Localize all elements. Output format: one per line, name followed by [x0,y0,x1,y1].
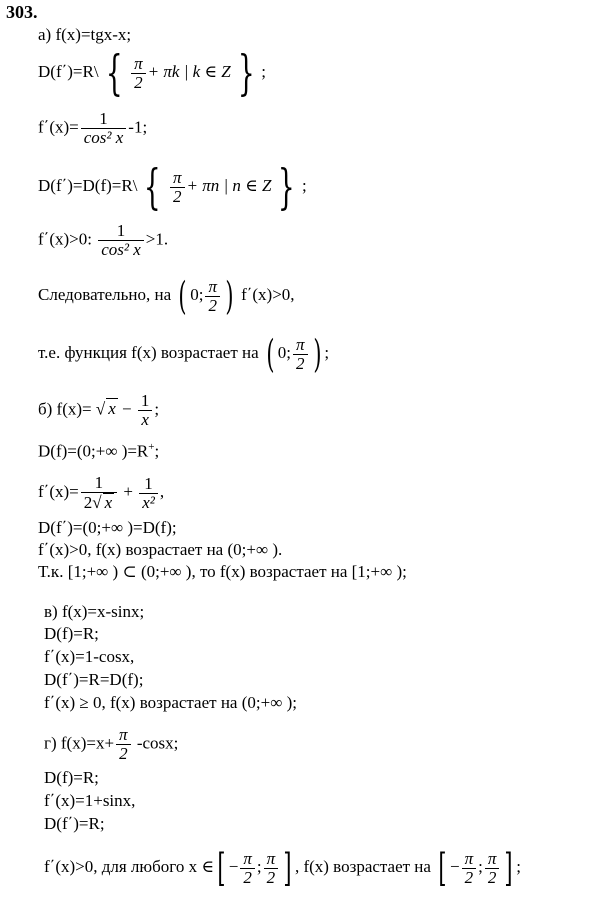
bracket-right: ] [283,846,292,890]
brace-left: { [144,159,162,215]
fraction [81,474,117,512]
text: − [228,856,239,876]
part-b-domain-line [38,437,159,462]
part-c-line-4: D(f΄)=R=D(f); [44,670,144,689]
part-c-line-2: D(f)=R; [44,624,99,643]
text: ; [516,856,521,876]
denominator: x [141,410,149,429]
text: f΄(x)>0, [241,284,295,304]
fraction [264,850,279,887]
part-b-function-line: б) f(x)= √ x − $\frac{1}{x}$ ; [38,391,160,429]
sqrt-radicand: x [104,493,113,512]
part-b-derivative-line [38,474,164,512]
part-c-line-5: f΄(x) ≥ 0, f(x) возрастает на (0;+∞ ); [44,693,297,712]
denominator: 2 [487,867,497,887]
text: ; [302,175,307,195]
text: f΄(x)= [38,117,79,137]
text: , [159,481,165,501]
denominator: 2 [266,867,276,887]
text: D(f΄)=R\ [38,61,99,81]
fraction [485,850,500,887]
text: ; [261,61,266,81]
text: + πk | k ∈ Z [147,61,231,81]
denominator: 2 [172,186,182,206]
part-c-line-1: в) f(x)=x-sinx; [44,602,145,621]
denominator: 2√ x [83,493,113,512]
text: f΄(x)>0, для любого x ∈ [44,856,214,876]
denominator: cos² x [101,240,141,259]
text: + [123,481,133,501]
superscript: + [148,441,155,453]
brace-right: } [278,159,296,215]
brace-left: { [105,45,123,101]
text: ; [154,441,160,461]
text: т.е. функция f(x) возрастает на [38,342,259,362]
numerator: 1 [81,474,117,493]
paren-left: ( [178,274,187,318]
part-a-domain-line [38,45,266,101]
numerator: 1 [98,222,144,241]
text: − [122,399,132,419]
part-d-line-2: D(f)=R; [44,768,99,787]
fraction [116,726,131,763]
numerator: π [293,336,308,355]
numerator: 1 [81,110,127,129]
part-b-line-6: Т.к. [1;+∞ ) ⊂ (0;+∞ ), то f(x) возрастает на [1;+∞ ); [38,562,407,581]
paren-right: ) [225,274,234,318]
part-b-line-4: D(f΄)=(0;+∞ )=D(f); [38,518,177,537]
numerator: π [485,850,500,869]
text: >1. [145,229,169,249]
numerator: 1 [139,475,158,494]
text: D(f)=(0;+∞ )=R [38,441,149,461]
part-d-line-3: f΄(x)=1+sinx, [44,791,136,810]
text: ; [478,856,483,876]
text: D(f΄)=D(f)=R\ [38,175,138,195]
numerator: π [462,850,477,869]
paren-left: ( [266,332,275,376]
text: Следовательно, на [38,284,172,304]
sqrt-radicand: x [108,399,116,419]
fraction [205,278,220,315]
text: г) f(x)=x+ [44,733,115,753]
fraction [139,475,158,512]
denominator: 2 [243,867,252,887]
text: − [450,856,460,876]
text: ; [256,856,262,876]
fraction [240,850,255,887]
text: 0; [190,284,204,304]
part-a-result-line [38,334,329,374]
numerator: π [205,278,220,297]
denominator: 2 [296,353,305,373]
fraction [131,55,146,92]
text: f΄(x)= [38,481,79,501]
fraction [462,850,477,887]
part-a-domain-line-2 [38,159,307,215]
text: ; [324,342,330,362]
fraction [98,222,144,259]
numerator: π [116,726,131,745]
text: 0; [277,342,291,362]
paren-right: ) [312,332,322,376]
numerator: π [170,169,185,188]
bracket-left: [ [438,846,447,890]
numerator: π [240,850,255,869]
text: f΄(x)>0: [38,229,92,249]
part-d-function-line [44,726,178,763]
part-d-conclusion-line [44,848,521,888]
part-a-line-1: а) f(x)=tgx-x; [38,25,132,44]
part-a-derivative-line [38,110,147,147]
denominator: x² [142,492,155,512]
fraction [293,336,308,373]
text: -1; [128,117,148,137]
denominator: 2 [119,744,128,763]
text: , f(x) возрастает на [294,856,431,876]
text: + πn | n ∈ Z [186,175,272,195]
brace-right: } [237,45,255,101]
denominator: 2 [464,867,474,887]
part-a-inequality-line [38,222,168,259]
fraction [170,169,185,206]
numerator: π [131,55,146,74]
bracket-right: ] [504,846,513,890]
fraction [138,392,153,429]
numerator: 1 [138,392,153,411]
text: б) f(x)= [38,399,92,419]
fraction [81,110,127,147]
part-b-line-5: f΄(x)>0, f(x) возрастает на (0;+∞ ). [38,540,283,559]
text: 2 [83,493,93,512]
denominator: 2 [208,295,217,315]
part-c-line-3: f΄(x)=1-cosx, [44,647,135,666]
numerator: π [264,850,279,869]
denominator: 2 [134,72,143,92]
part-a-conclusion-line [38,276,295,316]
bracket-left: [ [217,846,226,890]
part-d-line-4: D(f΄)=R; [44,814,105,833]
problem-number: 303. [6,2,38,22]
text: -cosx; [136,733,179,753]
text: ; [154,399,160,419]
denominator: cos² x [83,128,124,147]
